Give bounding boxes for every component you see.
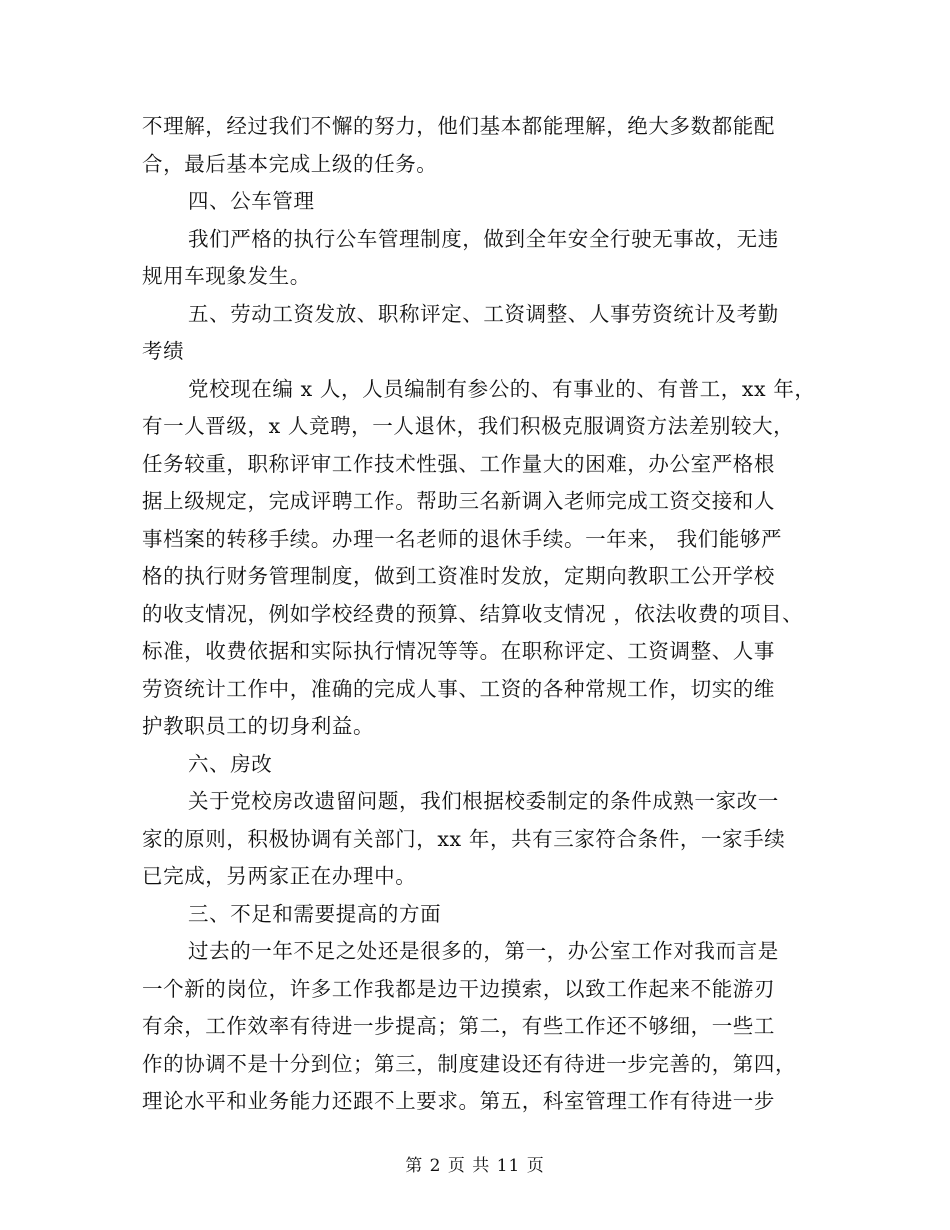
text-line: 合，最后基本完成上级的任务。 bbox=[142, 152, 438, 176]
text-line: 作的协调不是十分到位；第三，制度建设还有待进一步完善的，第四， bbox=[142, 1052, 797, 1076]
text-line: 事档案的转移手续。办理一名老师的退休手续。一年来， 我们能够严 bbox=[142, 527, 783, 551]
page-number-footer: 第 2 页 共 11 页 bbox=[405, 1156, 545, 1176]
text-line: 标准，收费依据和实际执行情况等等。在职称评定、工资调整、人事 bbox=[142, 639, 775, 663]
text-line: 有余，工作效率有待进一步提高；第二，有些工作还不够细，一些工 bbox=[142, 1014, 775, 1038]
section-heading: 三、不足和需要提高的方面 bbox=[188, 902, 442, 926]
section-heading: 五、劳动工资发放、职称评定、工资调整、人事劳资统计及考勤 bbox=[188, 302, 779, 326]
section-heading: 四、公车管理 bbox=[188, 189, 315, 213]
text-line: 关于党校房改遗留问题，我们根据校委制定的条件成熟一家改一 bbox=[188, 789, 779, 813]
text-line: 家的原则，积极协调有关部门，xx 年，共有三家符合条件，一家手续 bbox=[142, 827, 786, 851]
text-line: 理论水平和业务能力还跟不上要求。第五，科室管理工作有待进一步 bbox=[142, 1089, 775, 1113]
text-line: 劳资统计工作中，准确的完成人事、工资的各种常规工作，切实的维 bbox=[142, 677, 775, 701]
section-heading: 六、房改 bbox=[188, 752, 273, 776]
text-line: 有一人晋级，x 人竞聘，一人退休，我们积极克服调资方法差别较大， bbox=[142, 414, 795, 438]
text-line: 规用车现象发生。 bbox=[142, 264, 311, 288]
text-line: 一个新的岗位，许多工作我都是边干边摸索，以致工作起来不能游刃 bbox=[142, 977, 775, 1001]
text-line: 据上级规定，完成评聘工作。帮助三名新调入老师完成工资交接和人 bbox=[142, 489, 775, 513]
text-line: 护教职员工的切身利益。 bbox=[142, 714, 375, 738]
text-line: 不理解，经过我们不懈的努力，他们基本都能理解，绝大多数都能配 bbox=[142, 114, 775, 138]
text-line: 任务较重，职称评审工作技术性强、工作量大的困难，办公室严格根 bbox=[142, 452, 775, 476]
text-line: 已完成，另两家正在办理中。 bbox=[142, 864, 417, 888]
section-heading: 考绩 bbox=[142, 339, 185, 363]
text-line: 过去的一年不足之处还是很多的，第一，办公室工作对我而言是 bbox=[188, 939, 779, 963]
text-line: 的收支情况，例如学校经费的预算、结算收支情况 ，依法收费的项目、 bbox=[142, 602, 804, 626]
text-line: 格的执行财务管理制度，做到工资准时发放，定期向教职工公开学校 bbox=[142, 564, 775, 588]
text-line: 党校现在编 x 人，人员编制有参公的、有事业的、有普工，xx 年， bbox=[188, 377, 816, 401]
text-line: 我们严格的执行公车管理制度，做到全年安全行驶无事故，无违 bbox=[188, 227, 779, 251]
